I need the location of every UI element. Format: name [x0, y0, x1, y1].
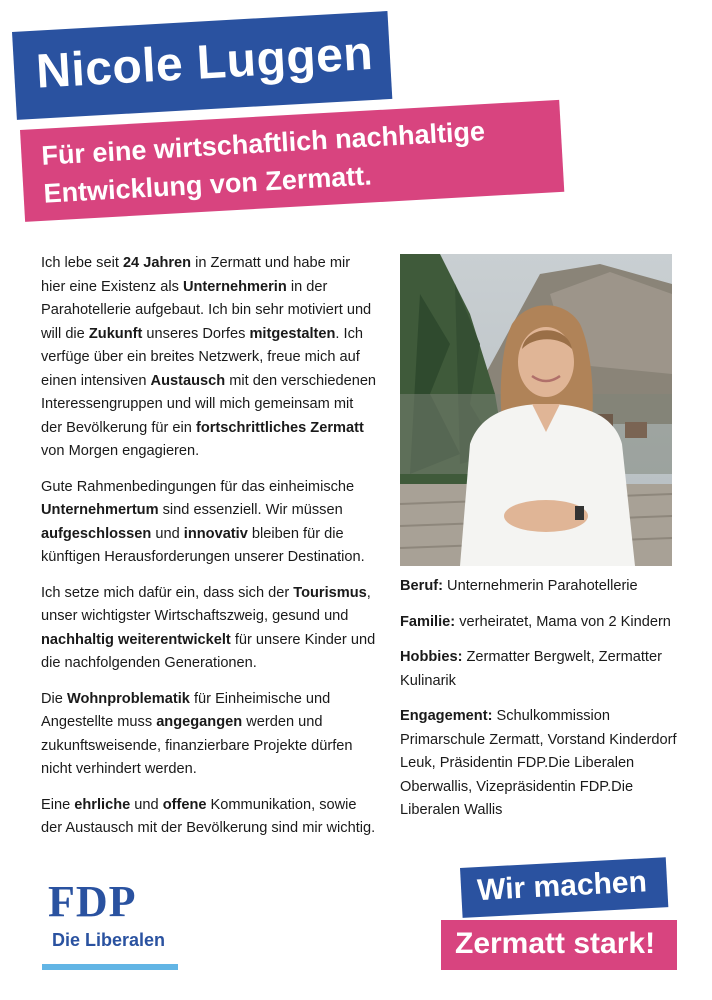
- emphasis-text: Wohnproblematik: [66, 690, 190, 707]
- emphasis-text: Zukunft: [88, 325, 143, 342]
- slogan-banner-bottom: [441, 920, 677, 970]
- body-paragraph: [41, 688, 377, 782]
- paragraph-text: bleiben für die künftigen Herausforderungen unserer Destination.: [41, 525, 365, 565]
- fact-label: Beruf:: [400, 578, 443, 594]
- candidate-facts: [400, 575, 680, 835]
- body-paragraph: [41, 476, 377, 570]
- paragraph-text: in der Parahotellerie aufgebaut. Ich bin sehr motiviert und will die: [41, 278, 372, 342]
- paragraph-text: für unsere Kinder und die nachfolgenden Generationen.: [41, 631, 376, 671]
- body-paragraph: [41, 252, 377, 464]
- fact-label: Familie:: [400, 613, 456, 630]
- emphasis-text: Tourismus: [293, 584, 367, 601]
- emphasis-text: 24 Jahren: [122, 255, 192, 271]
- emphasis-text: Unternehmertum: [41, 502, 159, 518]
- paragraph-text: für Einheimische und Angestellte muss: [41, 690, 331, 730]
- candidate-photo: [400, 254, 672, 566]
- fdp-logo: [42, 876, 182, 976]
- fact-value: Zermatter Bergwelt, Zermatter Kulinarik: [400, 649, 662, 689]
- slogan-banner-top: [460, 857, 668, 918]
- fact-item: [400, 705, 680, 823]
- paragraph-text: sind essenziell. Wir müssen: [158, 502, 343, 518]
- body-paragraph: [41, 582, 377, 676]
- tagline-banner: [20, 100, 564, 222]
- tagline-line-1: Für eine wirtschaftlich nachhaltige: [40, 116, 486, 171]
- emphasis-text: innovativ: [183, 525, 248, 542]
- paragraph-text: Eine: [41, 796, 75, 813]
- paragraph-text: , unser wichtigster Wirtschaftszweig, gesund und: [41, 584, 371, 624]
- fact-value: Schulkommission Primarschule Zermatt, Vorstand Kinderdorf Leuk, Präsidentin FDP.Die Liberalen Oberwallis, Vizepräsidentin FDP.Die Liberalen Wallis: [400, 708, 677, 818]
- paragraph-text: in Zermatt und habe mir hier eine Existenz als: [41, 255, 351, 295]
- slogan-line-1: Wir machen: [476, 865, 648, 908]
- fact-label: Engagement:: [400, 708, 493, 724]
- emphasis-text: Unternehmerin: [182, 278, 287, 295]
- fdp-wordmark: FDP: [48, 877, 137, 926]
- paragraph-text: und: [130, 796, 163, 813]
- emphasis-text: mitgestalten: [249, 325, 336, 342]
- fact-value: verheiratet, Mama von 2 Kindern: [455, 613, 671, 630]
- logo-underline: [42, 964, 178, 970]
- emphasis-text: ehrliche: [74, 796, 131, 813]
- paragraph-text: und: [151, 525, 184, 542]
- body-paragraph: [41, 794, 377, 841]
- emphasis-text: offene: [162, 796, 207, 813]
- paragraph-text: von Morgen engagieren.: [41, 443, 200, 459]
- paragraph-text: unseres Dorfes: [142, 325, 250, 342]
- emphasis-text: nachhaltig weiterentwickelt: [41, 631, 231, 648]
- fact-item: [400, 575, 680, 599]
- paragraph-text: werden und zukunftsweisende, finanzierbare Projekte dürfen nicht verhindert werden.: [41, 714, 353, 777]
- paragraph-text: Die: [41, 690, 67, 707]
- fact-label: Hobbies:: [400, 649, 463, 665]
- tagline-line-2: Entwicklung von Zermatt.: [42, 160, 373, 209]
- fact-item: [400, 611, 680, 635]
- name-banner: [12, 11, 392, 120]
- fdp-subtitle: Die Liberalen: [52, 930, 166, 950]
- paragraph-text: Ich setze mich dafür ein, dass sich der: [41, 584, 294, 601]
- emphasis-text: Austausch: [150, 372, 226, 389]
- slogan-line-2: Zermatt stark!: [455, 927, 656, 960]
- emphasis-text: aufgeschlossen: [41, 525, 152, 542]
- paragraph-text: Gute Rahmenbedingungen für das einheimische: [41, 478, 355, 495]
- fact-item: [400, 646, 680, 693]
- emphasis-text: fortschrittliches Zermatt: [195, 419, 364, 436]
- paragraph-text: Ich lebe seit: [41, 255, 123, 271]
- emphasis-text: angegangen: [156, 714, 243, 730]
- body-text: [41, 252, 377, 853]
- candidate-name: Nicole Luggen: [34, 26, 375, 99]
- paragraph-text: Kommunikation, sowie der Austausch mit der Bevölkerung sind mir wichtig.: [41, 796, 376, 836]
- paragraph-text: . Ich verfüge über ein breites Netzwerk, freue mich auf einen intensiven: [41, 325, 363, 389]
- paragraph-text: mit den verschiedenen Interessengruppen und will mich gemeinsam mit der Bevölkerung für ein: [41, 372, 377, 436]
- fact-value: Unternehmerin Parahotellerie: [442, 578, 638, 594]
